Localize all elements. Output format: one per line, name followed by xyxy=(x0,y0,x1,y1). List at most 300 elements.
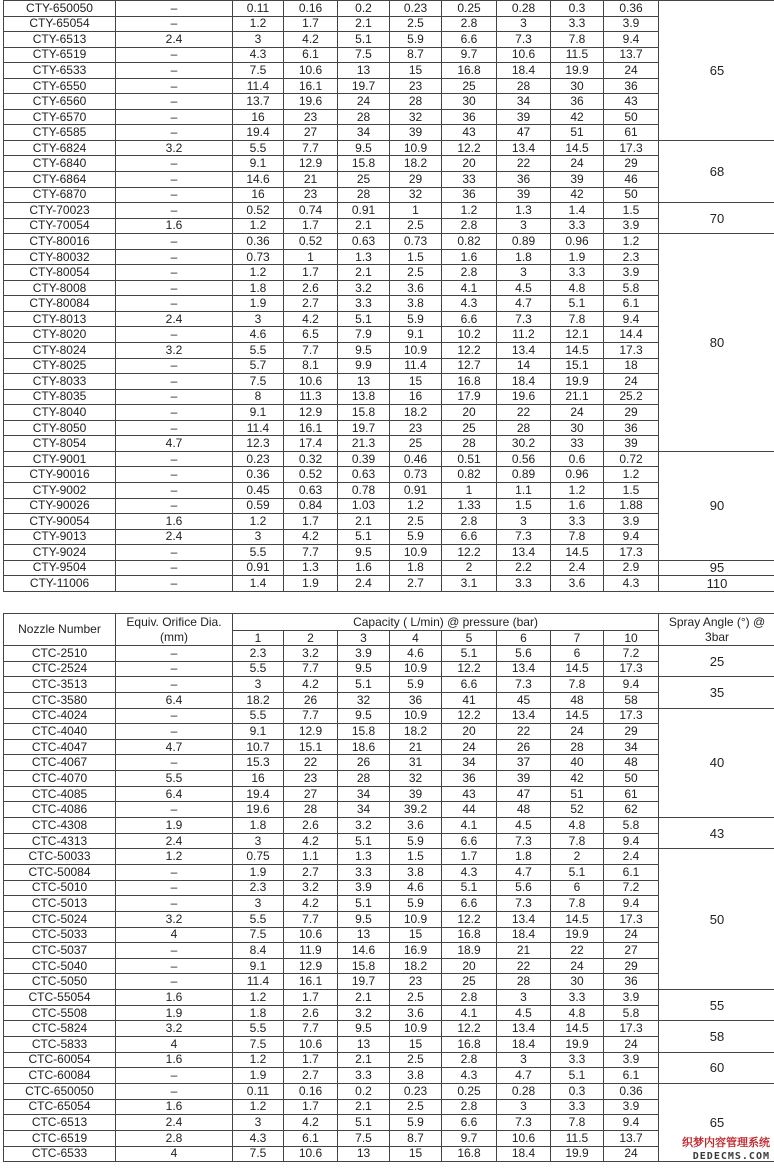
capacity-cell: 3 xyxy=(233,32,284,48)
table-row xyxy=(4,802,774,818)
spray-angle-cell: 60 xyxy=(659,1052,774,1083)
capacity-cell: 4.2 xyxy=(284,677,338,693)
table-row xyxy=(4,296,774,312)
nozzle-number-cell: CTC-6513 xyxy=(4,1115,116,1131)
capacity-cell: 1.3 xyxy=(338,249,390,265)
capacity-cell: 4.2 xyxy=(284,311,338,327)
capacity-cell: 3.6 xyxy=(390,280,442,296)
capacity-cell: 16.8 xyxy=(442,1146,497,1162)
capacity-cell: 13.4 xyxy=(497,545,551,561)
capacity-cell: 7.5 xyxy=(233,63,284,79)
table-row xyxy=(4,94,774,110)
capacity-cell: 2.8 xyxy=(442,16,497,32)
capacity-cell: 45 xyxy=(497,692,551,708)
capacity-cell: 8.7 xyxy=(390,1130,442,1146)
header-capacity: Capacity ( L/min) @ pressure (bar) xyxy=(233,614,659,631)
capacity-cell: 2.4 xyxy=(338,576,390,592)
nozzle-table-cty xyxy=(3,0,774,592)
capacity-cell: 21 xyxy=(390,739,442,755)
capacity-cell: 0.82 xyxy=(442,467,497,483)
capacity-cell: 5.5 xyxy=(233,911,284,927)
capacity-cell: 4.7 xyxy=(497,296,551,312)
capacity-cell: 1.1 xyxy=(284,849,338,865)
capacity-cell: 0.75 xyxy=(233,849,284,865)
capacity-cell: 0.11 xyxy=(233,1,284,17)
capacity-cell: 4.7 xyxy=(497,864,551,880)
table-row xyxy=(4,974,774,990)
capacity-cell: 2.9 xyxy=(604,560,659,576)
nozzle-number-cell: CTC-3580 xyxy=(4,692,116,708)
capacity-cell: 0.36 xyxy=(604,1,659,17)
nozzle-number-cell: CTC-4308 xyxy=(4,818,116,834)
capacity-cell: 18 xyxy=(604,358,659,374)
orifice-diameter-cell: – xyxy=(116,974,233,990)
spray-angle-cell: 40 xyxy=(659,708,774,817)
capacity-cell: 46 xyxy=(604,172,659,188)
capacity-cell: 3 xyxy=(233,833,284,849)
capacity-cell: 0.16 xyxy=(284,1083,338,1099)
table-row xyxy=(4,724,774,740)
capacity-cell: 3 xyxy=(497,16,551,32)
orifice-diameter-cell: – xyxy=(116,1,233,17)
capacity-cell: 19.4 xyxy=(233,786,284,802)
capacity-cell: 1.2 xyxy=(233,990,284,1006)
capacity-cell: 39.2 xyxy=(390,802,442,818)
capacity-cell: 0.52 xyxy=(284,467,338,483)
capacity-cell: 3.9 xyxy=(338,646,390,662)
capacity-cell: 0.2 xyxy=(338,1,390,17)
capacity-cell: 3 xyxy=(233,677,284,693)
capacity-cell: 28 xyxy=(497,78,551,94)
capacity-cell: 7.5 xyxy=(233,374,284,390)
capacity-cell: 13 xyxy=(338,63,390,79)
nozzle-number-cell: CTC-4067 xyxy=(4,755,116,771)
capacity-cell: 7.7 xyxy=(284,343,338,359)
nozzle-number-cell: CTC-650050 xyxy=(4,1083,116,1099)
table-row xyxy=(4,786,774,802)
capacity-cell: 21.3 xyxy=(338,436,390,452)
nozzle-number-cell: CTY-9002 xyxy=(4,482,116,498)
capacity-cell: 24 xyxy=(604,63,659,79)
nozzle-number-cell: CTY-8054 xyxy=(4,436,116,452)
capacity-cell: 0.84 xyxy=(284,498,338,514)
capacity-cell: 0.2 xyxy=(338,1083,390,1099)
capacity-cell: 5.8 xyxy=(604,280,659,296)
nozzle-number-cell: CTC-2524 xyxy=(4,661,116,677)
capacity-cell: 24 xyxy=(551,958,604,974)
nozzle-number-cell: CTC-5508 xyxy=(4,1005,116,1021)
capacity-cell: 4.3 xyxy=(233,1130,284,1146)
orifice-diameter-cell: – xyxy=(116,16,233,32)
capacity-cell: 7.8 xyxy=(551,833,604,849)
capacity-cell: 39 xyxy=(497,771,551,787)
table-row xyxy=(4,265,774,281)
capacity-cell: 20 xyxy=(442,405,497,421)
capacity-cell: 19.9 xyxy=(551,63,604,79)
orifice-diameter-cell: – xyxy=(116,724,233,740)
capacity-cell: 10.9 xyxy=(390,708,442,724)
capacity-cell: 18.9 xyxy=(442,943,497,959)
nozzle-number-cell: CTC-5040 xyxy=(4,958,116,974)
capacity-cell: 0.23 xyxy=(390,1,442,17)
nozzle-number-cell: CTC-4070 xyxy=(4,771,116,787)
orifice-diameter-cell: – xyxy=(116,498,233,514)
capacity-cell: 39 xyxy=(551,172,604,188)
pressure-header-cell: 5 xyxy=(442,631,497,646)
capacity-cell: 2 xyxy=(442,560,497,576)
capacity-cell: 11.4 xyxy=(390,358,442,374)
capacity-cell: 0.39 xyxy=(338,451,390,467)
site-watermark xyxy=(658,1137,770,1163)
capacity-cell: 0.91 xyxy=(390,482,442,498)
nozzle-number-cell: CTY-8025 xyxy=(4,358,116,374)
capacity-cell: 5.9 xyxy=(390,896,442,912)
capacity-cell: 30 xyxy=(551,78,604,94)
orifice-diameter-cell: – xyxy=(116,677,233,693)
capacity-cell: 2.7 xyxy=(284,296,338,312)
table-row xyxy=(4,833,774,849)
capacity-cell: 15.8 xyxy=(338,156,390,172)
capacity-cell: 7.3 xyxy=(497,1115,551,1131)
capacity-cell: 1.7 xyxy=(284,218,338,234)
capacity-cell: 2.8 xyxy=(442,514,497,530)
capacity-cell: 43 xyxy=(442,786,497,802)
capacity-cell: 30.2 xyxy=(497,436,551,452)
capacity-cell: 30 xyxy=(442,94,497,110)
capacity-cell: 36 xyxy=(604,420,659,436)
capacity-cell: 10.9 xyxy=(390,343,442,359)
table-row xyxy=(4,389,774,405)
capacity-cell: 43 xyxy=(442,125,497,141)
capacity-cell: 7.7 xyxy=(284,911,338,927)
capacity-cell: 13.4 xyxy=(497,661,551,677)
orifice-diameter-cell: 4 xyxy=(116,927,233,943)
spray-angle-cell: 90 xyxy=(659,451,774,560)
capacity-cell: 3.3 xyxy=(338,296,390,312)
capacity-cell: 1.2 xyxy=(233,1052,284,1068)
capacity-cell: 3.6 xyxy=(390,818,442,834)
capacity-cell: 0.28 xyxy=(497,1083,551,1099)
table-row xyxy=(4,739,774,755)
capacity-cell: 12.2 xyxy=(442,911,497,927)
capacity-cell: 0.46 xyxy=(390,451,442,467)
nozzle-number-cell: CTC-6519 xyxy=(4,1130,116,1146)
capacity-cell: 5.1 xyxy=(338,311,390,327)
capacity-cell: 9.5 xyxy=(338,343,390,359)
capacity-cell: 47 xyxy=(497,786,551,802)
capacity-cell: 0.73 xyxy=(390,234,442,250)
table-row xyxy=(4,1052,774,1068)
orifice-diameter-cell: 1.9 xyxy=(116,1005,233,1021)
capacity-cell: 12.9 xyxy=(284,156,338,172)
table-row xyxy=(4,78,774,94)
capacity-cell: 11.9 xyxy=(284,943,338,959)
capacity-cell: 17.3 xyxy=(604,1021,659,1037)
nozzle-number-cell: CTY-6560 xyxy=(4,94,116,110)
spray-angle-cell: 25 xyxy=(659,646,774,677)
capacity-cell: 5.5 xyxy=(233,140,284,156)
capacity-cell: 1.2 xyxy=(551,482,604,498)
table-row xyxy=(4,990,774,1006)
capacity-cell: 9.4 xyxy=(604,32,659,48)
capacity-cell: 18.4 xyxy=(497,1146,551,1162)
capacity-cell: 4.6 xyxy=(390,646,442,662)
capacity-cell: 2.4 xyxy=(551,560,604,576)
capacity-cell: 0.3 xyxy=(551,1,604,17)
capacity-cell: 21 xyxy=(284,172,338,188)
capacity-cell: 2.5 xyxy=(390,990,442,1006)
capacity-cell: 2.8 xyxy=(442,218,497,234)
capacity-cell: 25.2 xyxy=(604,389,659,405)
capacity-cell: 9.4 xyxy=(604,677,659,693)
orifice-diameter-cell: 1.6 xyxy=(116,218,233,234)
capacity-cell: 5.6 xyxy=(497,880,551,896)
capacity-cell: 15.3 xyxy=(233,755,284,771)
nozzle-number-cell: CTY-9504 xyxy=(4,560,116,576)
capacity-cell: 5.7 xyxy=(233,358,284,374)
capacity-cell: 2.5 xyxy=(390,218,442,234)
capacity-cell: 2.1 xyxy=(338,1099,390,1115)
capacity-cell: 7.5 xyxy=(233,1037,284,1053)
table-row xyxy=(4,958,774,974)
capacity-cell: 16.8 xyxy=(442,374,497,390)
capacity-cell: 3.3 xyxy=(338,864,390,880)
table-row xyxy=(4,125,774,141)
nozzle-number-cell: CTC-2510 xyxy=(4,646,116,662)
capacity-cell: 0.91 xyxy=(338,203,390,219)
spray-angle-cell: 95 xyxy=(659,560,774,576)
capacity-cell: 3.9 xyxy=(604,990,659,1006)
capacity-cell: 36 xyxy=(604,974,659,990)
capacity-cell: 14.5 xyxy=(551,661,604,677)
table-row xyxy=(4,311,774,327)
capacity-cell: 6.6 xyxy=(442,32,497,48)
nozzle-number-cell: CTY-80016 xyxy=(4,234,116,250)
table-separator xyxy=(0,594,774,613)
capacity-cell: 36 xyxy=(442,109,497,125)
table-row xyxy=(4,1115,774,1131)
capacity-cell: 9.1 xyxy=(233,405,284,421)
capacity-cell: 23 xyxy=(390,78,442,94)
orifice-diameter-cell: – xyxy=(116,249,233,265)
capacity-cell: 3.2 xyxy=(338,280,390,296)
capacity-cell: 4.8 xyxy=(551,818,604,834)
capacity-cell: 10.6 xyxy=(284,1037,338,1053)
capacity-cell: 27 xyxy=(604,943,659,959)
capacity-cell: 18.4 xyxy=(497,374,551,390)
nozzle-number-cell: CTC-5013 xyxy=(4,896,116,912)
capacity-cell: 12.2 xyxy=(442,708,497,724)
nozzle-number-cell: CTY-6870 xyxy=(4,187,116,203)
capacity-cell: 0.96 xyxy=(551,467,604,483)
capacity-cell: 7.7 xyxy=(284,708,338,724)
orifice-diameter-cell: 1.6 xyxy=(116,514,233,530)
capacity-cell: 3.3 xyxy=(551,265,604,281)
capacity-cell: 51 xyxy=(551,786,604,802)
capacity-cell: 10.6 xyxy=(284,927,338,943)
capacity-cell: 3.2 xyxy=(338,818,390,834)
capacity-cell: 2.6 xyxy=(284,1005,338,1021)
capacity-cell: 5.1 xyxy=(338,529,390,545)
capacity-cell: 6.6 xyxy=(442,529,497,545)
capacity-cell: 5.8 xyxy=(604,818,659,834)
nozzle-number-cell: CTY-9013 xyxy=(4,529,116,545)
capacity-cell: 6.6 xyxy=(442,1115,497,1131)
capacity-cell: 12.2 xyxy=(442,343,497,359)
nozzle-number-cell: CTY-90026 xyxy=(4,498,116,514)
capacity-cell: 3.3 xyxy=(551,218,604,234)
capacity-cell: 0.91 xyxy=(233,560,284,576)
spray-angle-cell: 55 xyxy=(659,990,774,1021)
capacity-cell: 7.7 xyxy=(284,661,338,677)
capacity-cell: 7.3 xyxy=(497,833,551,849)
capacity-cell: 14.5 xyxy=(551,1021,604,1037)
capacity-cell: 36 xyxy=(390,692,442,708)
capacity-cell: 2.6 xyxy=(284,818,338,834)
capacity-cell: 3.9 xyxy=(604,265,659,281)
capacity-cell: 8.4 xyxy=(233,943,284,959)
capacity-cell: 1.2 xyxy=(233,16,284,32)
capacity-cell: 16.1 xyxy=(284,974,338,990)
capacity-cell: 17.3 xyxy=(604,708,659,724)
watermark-title: 织梦内容管理系统 xyxy=(682,1137,770,1149)
capacity-cell: 1.4 xyxy=(233,576,284,592)
capacity-cell: 0.63 xyxy=(338,234,390,250)
orifice-diameter-cell: – xyxy=(116,880,233,896)
capacity-cell: 1.5 xyxy=(497,498,551,514)
capacity-cell: 16 xyxy=(233,109,284,125)
capacity-cell: 12.7 xyxy=(442,358,497,374)
capacity-cell: 10.6 xyxy=(284,374,338,390)
capacity-cell: 0.78 xyxy=(338,482,390,498)
capacity-cell: 10.9 xyxy=(390,1021,442,1037)
capacity-cell: 1.3 xyxy=(338,849,390,865)
capacity-cell: 9.1 xyxy=(233,156,284,172)
capacity-cell: 39 xyxy=(604,436,659,452)
capacity-cell: 34 xyxy=(497,94,551,110)
capacity-cell: 26 xyxy=(497,739,551,755)
capacity-cell: 13.7 xyxy=(604,1130,659,1146)
nozzle-number-cell: CTY-65054 xyxy=(4,16,116,32)
capacity-cell: 29 xyxy=(604,958,659,974)
capacity-cell: 5.1 xyxy=(338,677,390,693)
capacity-cell: 34 xyxy=(604,739,659,755)
capacity-cell: 0.56 xyxy=(497,451,551,467)
capacity-cell: 1.1 xyxy=(497,482,551,498)
capacity-cell: 3 xyxy=(233,896,284,912)
capacity-cell: 3.3 xyxy=(551,1099,604,1115)
orifice-diameter-cell: – xyxy=(116,234,233,250)
capacity-cell: 28 xyxy=(338,771,390,787)
capacity-cell: 0.63 xyxy=(284,482,338,498)
nozzle-number-cell: CTY-650050 xyxy=(4,1,116,17)
capacity-cell: 5.1 xyxy=(551,864,604,880)
table-row xyxy=(4,677,774,693)
capacity-cell: 16.1 xyxy=(284,420,338,436)
capacity-cell: 2.8 xyxy=(442,1099,497,1115)
orifice-diameter-cell: 3.2 xyxy=(116,1021,233,1037)
table-row xyxy=(4,482,774,498)
capacity-cell: 6.1 xyxy=(284,47,338,63)
capacity-cell: 16.9 xyxy=(390,943,442,959)
capacity-cell: 14.5 xyxy=(551,343,604,359)
capacity-cell: 4.5 xyxy=(497,280,551,296)
capacity-cell: 25 xyxy=(338,172,390,188)
table-row xyxy=(4,755,774,771)
capacity-cell: 40 xyxy=(551,755,604,771)
table-body xyxy=(4,1,774,592)
capacity-cell: 1.2 xyxy=(604,467,659,483)
table-row xyxy=(4,911,774,927)
capacity-cell: 19.9 xyxy=(551,1037,604,1053)
capacity-cell: 0.25 xyxy=(442,1,497,17)
capacity-cell: 19.7 xyxy=(338,78,390,94)
capacity-cell: 9.4 xyxy=(604,529,659,545)
capacity-cell: 7.5 xyxy=(338,47,390,63)
header-spray-angle: Spray Angle (°) @ 3bar xyxy=(659,614,774,646)
orifice-diameter-cell: 1.6 xyxy=(116,1099,233,1115)
orifice-diameter-cell: – xyxy=(116,47,233,63)
capacity-cell: 3.9 xyxy=(604,218,659,234)
capacity-cell: 20 xyxy=(442,156,497,172)
capacity-cell: 2.3 xyxy=(604,249,659,265)
capacity-cell: 9.4 xyxy=(604,896,659,912)
capacity-cell: 5.5 xyxy=(233,661,284,677)
capacity-cell: 2.8 xyxy=(442,990,497,1006)
capacity-cell: 8.7 xyxy=(390,47,442,63)
nozzle-number-cell: CTC-55054 xyxy=(4,990,116,1006)
capacity-cell: 2.5 xyxy=(390,16,442,32)
capacity-cell: 5.9 xyxy=(390,1115,442,1131)
capacity-cell: 15.8 xyxy=(338,405,390,421)
capacity-cell: 7.7 xyxy=(284,140,338,156)
capacity-cell: 0.73 xyxy=(233,249,284,265)
capacity-cell: 3 xyxy=(233,311,284,327)
orifice-diameter-cell: 2.4 xyxy=(116,311,233,327)
orifice-diameter-cell: – xyxy=(116,958,233,974)
orifice-diameter-cell: 4 xyxy=(116,1146,233,1162)
capacity-cell: 7.5 xyxy=(233,927,284,943)
capacity-cell: 27 xyxy=(284,125,338,141)
orifice-diameter-cell: – xyxy=(116,545,233,561)
table-row xyxy=(4,420,774,436)
capacity-cell: 61 xyxy=(604,125,659,141)
capacity-cell: 4.2 xyxy=(284,529,338,545)
capacity-cell: 24 xyxy=(604,374,659,390)
nozzle-number-cell: CTC-4040 xyxy=(4,724,116,740)
table-row xyxy=(4,249,774,265)
nozzle-number-cell: CTY-8013 xyxy=(4,311,116,327)
capacity-cell: 7.8 xyxy=(551,311,604,327)
capacity-cell: 0.36 xyxy=(233,467,284,483)
capacity-cell: 3.8 xyxy=(390,296,442,312)
orifice-diameter-cell: – xyxy=(116,405,233,421)
nozzle-table-ctc xyxy=(3,613,774,1162)
capacity-cell: 18.2 xyxy=(390,156,442,172)
capacity-cell: 13.4 xyxy=(497,708,551,724)
nozzle-number-cell: CTC-3513 xyxy=(4,677,116,693)
nozzle-number-cell: CTC-50033 xyxy=(4,849,116,865)
nozzle-number-cell: CTY-80084 xyxy=(4,296,116,312)
nozzle-number-cell: CTC-4024 xyxy=(4,708,116,724)
table-row xyxy=(4,47,774,63)
capacity-cell: 3 xyxy=(497,1052,551,1068)
capacity-cell: 15.1 xyxy=(284,739,338,755)
capacity-cell: 19.6 xyxy=(233,802,284,818)
capacity-cell: 0.89 xyxy=(497,467,551,483)
orifice-diameter-cell: – xyxy=(116,109,233,125)
capacity-cell: 1.9 xyxy=(551,249,604,265)
